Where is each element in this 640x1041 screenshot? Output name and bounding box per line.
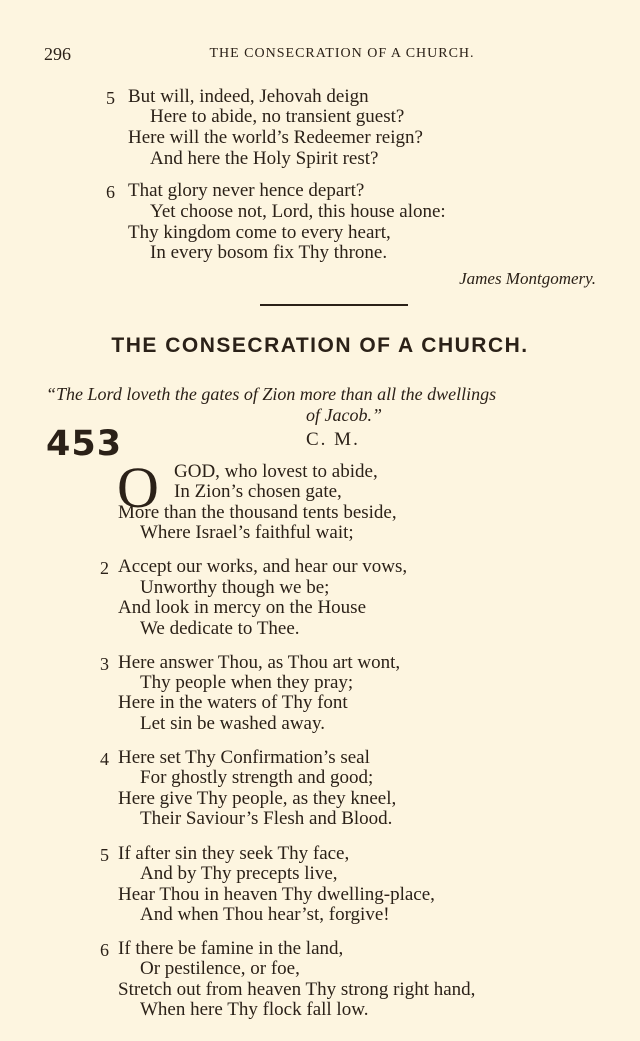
stanza-number: 3 [100,654,109,674]
section-title: THE CONSECRATION OF A CHURCH. [111,334,529,357]
verse-line: And when Thou hear’st, forgive! [140,904,390,925]
verse-line: Stretch out from heaven Thy strong right hand, [118,979,476,1000]
verse-line: But will, indeed, Jehovah deign [128,86,369,107]
drop-cap: O [117,455,159,520]
verse-line: Where Israel’s faithful wait; [140,522,354,543]
verse-line: Accept our works, and hear our vows, [118,556,408,577]
verse-line: Here answer Thou, as Thou art wont, [118,652,401,673]
epigraph-line-1: “The Lord loveth the gates of Zion more than all the dwellings [46,384,497,404]
verse-line: Or pestilence, or foe, [140,958,300,979]
verse-line: And look in mercy on the House [118,597,367,618]
verse-line: Their Saviour’s Flesh and Blood. [140,808,393,829]
verse-line: Let sin be washed away. [140,713,326,734]
stanza-number: 4 [100,749,109,769]
verse-line: If after sin they seek Thy face, [118,843,350,864]
verse-line: In Zion’s chosen gate, [174,481,342,502]
verse-line: For ghostly strength and good; [140,767,374,788]
first-word: GOD, [174,461,220,482]
hymn-number: 453 [46,424,123,464]
verse-line: Unworthy though we be; [140,577,330,598]
stanza-number: 5 [100,845,109,865]
verse-line [174,461,378,482]
verse-line: Hear Thou in heaven Thy dwelling-place, [118,884,435,905]
verse-line: We dedicate to Thee. [140,618,300,639]
verse-line: Here give Thy people, as they kneel, [118,788,397,809]
verse-line: Here set Thy Confirmation’s seal [118,747,370,768]
verse-line: Here to abide, no transient guest? [150,106,405,127]
verse-line: When here Thy flock fall low. [140,999,369,1020]
verse-line: That glory never hence depart? [128,180,365,201]
verse-line: Yet choose not, Lord, this house alone: [150,201,446,222]
hymn-meter: C. M. [306,429,360,450]
stanza-number: 5 [106,88,115,108]
stanza-number: 6 [106,182,115,202]
stanza-number: 6 [100,940,109,960]
stanza-number: 2 [100,558,109,578]
verse-line: Thy people when they pray; [140,672,354,693]
section-divider [260,304,408,306]
verse-line: Thy kingdom come to every heart, [128,222,391,243]
running-title: THE CONSECRATION OF A CHURCH. [209,46,475,61]
page-header [44,44,600,68]
epigraph [46,384,614,426]
verse-line: In every bosom fix Thy throne. [150,242,388,263]
verse-line: And by Thy precepts live, [140,863,338,884]
verse-line: And here the Holy Spirit rest? [150,148,379,169]
verse-line: If there be famine in the land, [118,938,344,959]
page-number: 296 [44,44,71,64]
author-attribution: James Montgomery. [459,269,596,288]
verse-line: More than the thousand tents beside, [118,502,397,523]
verse-line: Here will the world’s Redeemer reign? [128,127,423,148]
verse-line: Here in the waters of Thy font [118,692,348,713]
epigraph-line-2: of Jacob.” [306,405,382,425]
first-line-rest: who lovest to abide, [219,461,378,482]
